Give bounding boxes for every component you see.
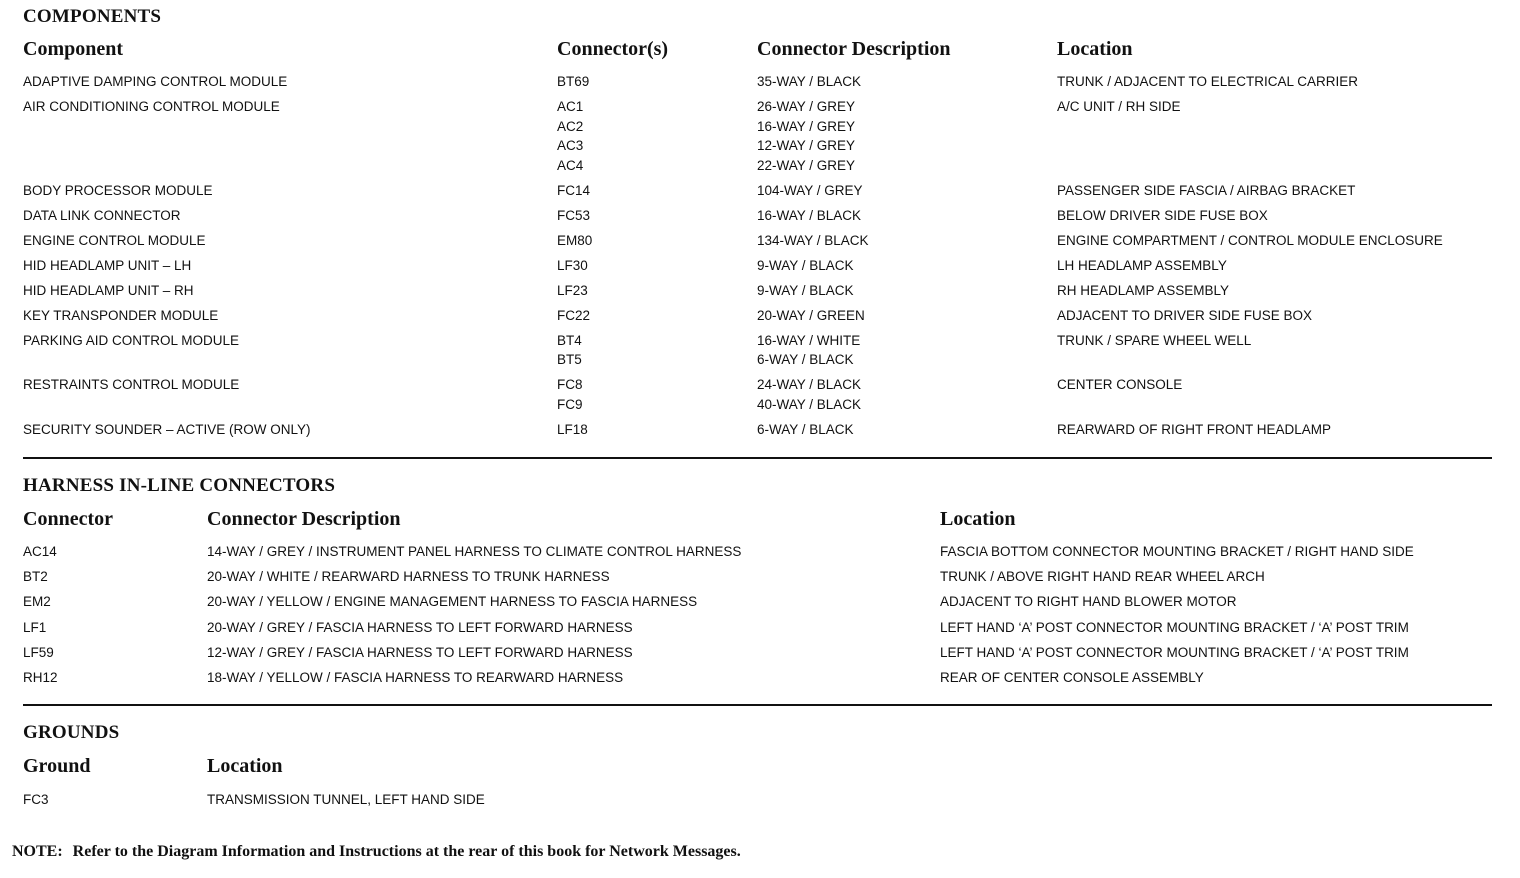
harness-connector-id: AC14	[23, 544, 57, 559]
connector-description	[757, 256, 854, 276]
connector-description-line: 12-WAY / GREY	[757, 138, 856, 153]
harness-description: 18-WAY / YELLOW / FASCIA HARNESS TO REARWARD HARNESS	[207, 670, 624, 685]
harness-location: FASCIA BOTTOM CONNECTOR MOUNTING BRACKET / RIGHT HAND SIDE	[940, 544, 1414, 559]
component-name: KEY TRANSPONDER MODULE	[23, 307, 219, 323]
connector-id-line: BT5	[557, 352, 582, 367]
component-name: PARKING AID CONTROL MODULE	[23, 332, 240, 348]
component-location: TRUNK / ADJACENT TO ELECTRICAL CARRIER	[1057, 74, 1359, 89]
harness-description: 14-WAY / GREY / INSTRUMENT PANEL HARNESS TO CLIMATE CONTROL HARNESS	[207, 544, 742, 559]
connector-id	[557, 206, 590, 226]
component-name: ENGINE CONTROL MODULE	[23, 232, 206, 248]
component-location: TRUNK / SPARE WHEEL WELL	[1057, 332, 1252, 348]
component-name: SECURITY SOUNDER – ACTIVE (ROW ONLY)	[23, 421, 311, 437]
connector-description	[757, 72, 861, 92]
section-divider	[23, 704, 1492, 706]
connector-description-line: 16-WAY / GREY	[757, 118, 856, 134]
components-header-component: Component	[23, 38, 124, 60]
ground-id: FC3	[23, 792, 49, 807]
component-location: ADJACENT TO DRIVER SIDE FUSE BOX	[1057, 307, 1313, 323]
connector-description	[757, 181, 863, 201]
footnote	[12, 843, 741, 861]
harness-section-title: HARNESS IN-LINE CONNECTORS	[23, 475, 336, 496]
connector-id-line: AC2	[557, 118, 584, 134]
component-location: ENGINE COMPARTMENT / CONTROL MODULE ENCLOSURE	[1057, 232, 1443, 248]
connector-id	[557, 97, 583, 175]
connector-description-line: 9-WAY / BLACK	[757, 257, 854, 273]
connector-description	[757, 97, 855, 175]
connector-id	[557, 281, 588, 301]
component-location: CENTER CONSOLE	[1057, 377, 1183, 392]
components-section-title: COMPONENTS	[23, 6, 162, 27]
connector-description-line: 20-WAY / GREEN	[757, 307, 865, 323]
harness-header-description: Connector Description	[207, 508, 401, 530]
connector-description-line: 16-WAY / WHITE	[757, 332, 861, 348]
connector-description	[757, 231, 869, 251]
harness-location: ADJACENT TO RIGHT HAND BLOWER MOTOR	[940, 594, 1237, 610]
harness-connector-id: LF59	[23, 644, 54, 660]
component-name: ADAPTIVE DAMPING CONTROL MODULE	[23, 74, 288, 89]
connector-description-line: 26-WAY / GREY	[757, 99, 856, 114]
connector-description-line: 40-WAY / BLACK	[757, 396, 862, 412]
component-name: HID HEADLAMP UNIT – RH	[23, 282, 194, 298]
component-location: BELOW DRIVER SIDE FUSE BOX	[1057, 207, 1268, 223]
component-name: RESTRAINTS CONTROL MODULE	[23, 377, 240, 392]
connector-id-line: AC3	[557, 138, 584, 153]
harness-description: 20-WAY / YELLOW / ENGINE MANAGEMENT HARNESS TO FASCIA HARNESS	[207, 594, 698, 610]
harness-location: REAR OF CENTER CONSOLE ASSEMBLY	[940, 670, 1204, 685]
grounds-section-title: GROUNDS	[23, 722, 120, 743]
connector-id-line: LF18	[557, 421, 588, 437]
components-header-description: Connector Description	[757, 38, 951, 60]
connector-description	[757, 206, 861, 226]
connector-description	[757, 331, 860, 370]
harness-header-connector: Connector	[23, 508, 113, 530]
connector-id	[557, 331, 582, 370]
grounds-header-location: Location	[207, 755, 283, 777]
connector-description-line: 6-WAY / BLACK	[757, 421, 854, 437]
component-name: BODY PROCESSOR MODULE	[23, 182, 213, 198]
connector-description-line: 35-WAY / BLACK	[757, 74, 862, 89]
connector-id-line: AC4	[557, 157, 584, 173]
section-divider	[23, 457, 1492, 459]
connector-id	[557, 420, 588, 440]
component-location: PASSENGER SIDE FASCIA / AIRBAG BRACKET	[1057, 182, 1356, 198]
components-header-location: Location	[1057, 38, 1133, 60]
harness-connector-id: EM2	[23, 594, 51, 610]
components-header-connectors: Connector(s)	[557, 38, 669, 60]
connector-id	[557, 256, 588, 276]
connector-id	[557, 306, 590, 326]
connector-id-line: FC14	[557, 182, 591, 198]
harness-header-location: Location	[940, 508, 1016, 530]
connector-id-line: FC9	[557, 396, 583, 412]
grounds-header-ground: Ground	[23, 755, 91, 777]
connector-id-line: LF23	[557, 282, 588, 298]
connector-description	[757, 375, 861, 414]
harness-connector-id: BT2	[23, 569, 48, 585]
component-location: REARWARD OF RIGHT FRONT HEADLAMP	[1057, 421, 1332, 437]
component-location: A/C UNIT / RH SIDE	[1057, 99, 1181, 114]
harness-location: TRUNK / ABOVE RIGHT HAND REAR WHEEL ARCH	[940, 569, 1265, 585]
harness-location: LEFT HAND ‘A’ POST CONNECTOR MOUNTING BRACKET / ‘A’ POST TRIM	[940, 644, 1409, 660]
connector-id	[557, 72, 589, 92]
component-location: LH HEADLAMP ASSEMBLY	[1057, 257, 1227, 273]
connector-id-line: EM80	[557, 232, 593, 248]
connector-description-line: 22-WAY / GREY	[757, 157, 856, 173]
harness-description: 12-WAY / GREY / FASCIA HARNESS TO LEFT FORWARD HARNESS	[207, 644, 633, 660]
harness-location: LEFT HAND ‘A’ POST CONNECTOR MOUNTING BRACKET / ‘A’ POST TRIM	[940, 619, 1409, 635]
note-text: Refer to the Diagram Information and Instructions at the rear of this book for Network Messages.	[72, 843, 741, 860]
component-name: HID HEADLAMP UNIT – LH	[23, 257, 192, 273]
note-label: NOTE:	[12, 843, 63, 860]
harness-connector-id: RH12	[23, 670, 58, 685]
ground-location: TRANSMISSION TUNNEL, LEFT HAND SIDE	[207, 792, 485, 807]
harness-description: 20-WAY / WHITE / REARWARD HARNESS TO TRUNK HARNESS	[207, 569, 610, 585]
connector-id-line: BT4	[557, 332, 582, 348]
connector-id	[557, 375, 583, 414]
connector-id	[557, 181, 590, 201]
connector-id-line: LF30	[557, 257, 588, 273]
connector-id-line: FC8	[557, 377, 583, 392]
connector-id	[557, 231, 592, 251]
component-name: AIR CONDITIONING CONTROL MODULE	[23, 99, 280, 114]
connector-id-line: AC1	[557, 99, 584, 114]
connector-description	[757, 420, 854, 440]
connector-description	[757, 306, 865, 326]
connector-description	[757, 281, 854, 301]
connector-id-line: FC53	[557, 207, 591, 223]
harness-connector-id: LF1	[23, 619, 47, 635]
connector-description-line: 16-WAY / BLACK	[757, 207, 862, 223]
connector-description-line: 134-WAY / BLACK	[757, 232, 869, 248]
connector-description-line: 104-WAY / GREY	[757, 182, 863, 198]
connector-description-line: 24-WAY / BLACK	[757, 377, 862, 392]
connector-description-line: 6-WAY / BLACK	[757, 352, 854, 367]
connector-id-line: BT69	[557, 74, 590, 89]
component-location: RH HEADLAMP ASSEMBLY	[1057, 282, 1230, 298]
component-name: DATA LINK CONNECTOR	[23, 207, 181, 223]
connector-id-line: FC22	[557, 307, 591, 323]
harness-description: 20-WAY / GREY / FASCIA HARNESS TO LEFT FORWARD HARNESS	[207, 619, 633, 635]
connector-description-line: 9-WAY / BLACK	[757, 282, 854, 298]
